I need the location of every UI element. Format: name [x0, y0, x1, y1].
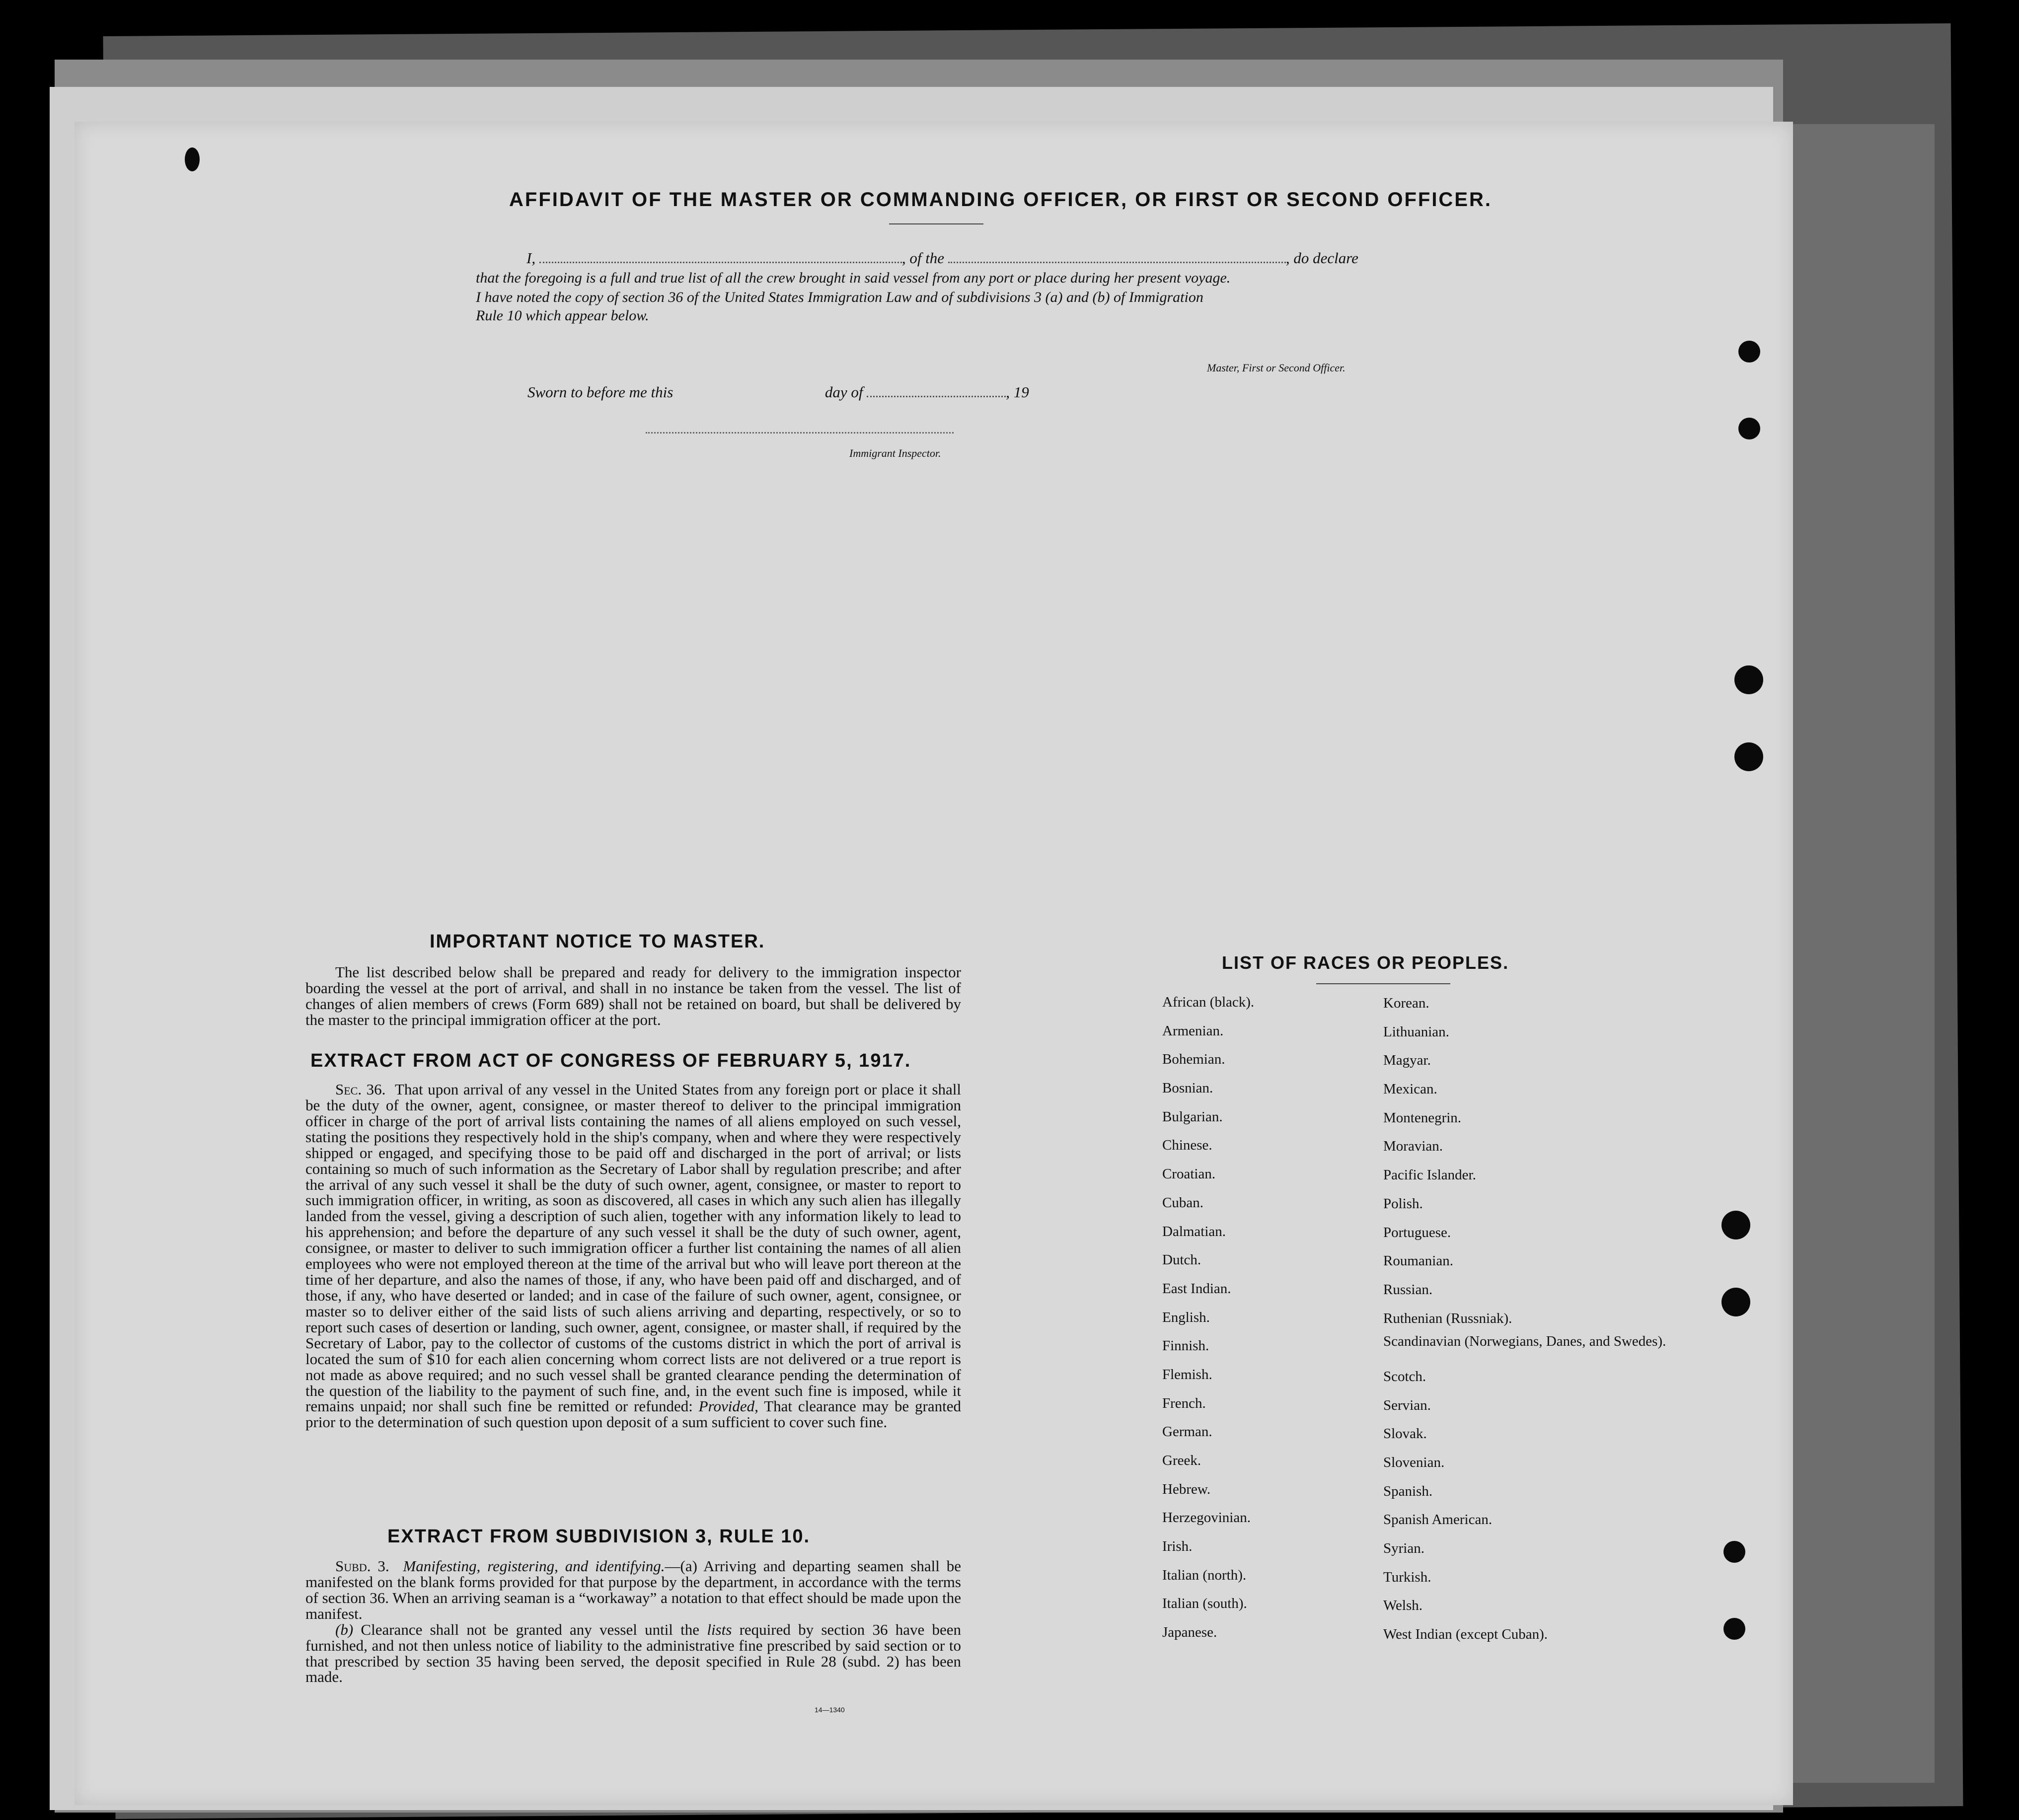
- title-underline: [889, 223, 983, 224]
- subdivision-heading: Manifesting, registering, and identifying.: [403, 1557, 665, 1575]
- left-item: Italian (south).: [1162, 1596, 1247, 1612]
- act-extract-body: [305, 1082, 961, 1430]
- races-title: LIST OF RACES OR PEOPLES.: [1222, 952, 1509, 973]
- right-item: Pacific Islander.: [1383, 1167, 1476, 1183]
- right-item: Slovak.: [1383, 1426, 1427, 1442]
- right-item: Slovenian.: [1383, 1455, 1445, 1470]
- left-item: Dalmatian.: [1162, 1223, 1226, 1239]
- right-item: Portuguese.: [1383, 1224, 1451, 1240]
- left-item: Chinese.: [1162, 1137, 1212, 1154]
- back-page-edge: [1786, 124, 1935, 1783]
- left-item: Croatian.: [1162, 1166, 1216, 1182]
- left-item: Irish.: [1162, 1538, 1193, 1555]
- rule-extract-title: EXTRACT FROM SUBDIVISION 3, RULE 10.: [387, 1526, 811, 1547]
- left-item: East Indian.: [1162, 1280, 1231, 1297]
- month-blank[interactable]: [867, 396, 1006, 397]
- right-item: Moravian.: [1383, 1138, 1443, 1155]
- section-label: Sec. 36.: [335, 1081, 386, 1098]
- left-item: French.: [1162, 1395, 1206, 1411]
- affidavit-line1: [526, 249, 1358, 267]
- vessel-name-blank[interactable]: [948, 262, 1286, 263]
- right-item: Mexican.: [1383, 1081, 1437, 1097]
- day-of-text: day of: [824, 383, 863, 401]
- notice-body: [305, 964, 961, 1028]
- provided-text: Provided,: [698, 1397, 758, 1415]
- section-36-end: That clearance may be granted prior to the determination of such question upon deposit of a sum sufficient to cover such fine.: [305, 1397, 961, 1431]
- punch-hole: [1734, 742, 1763, 771]
- left-item: Bulgarian.: [1162, 1108, 1223, 1125]
- left-item: Italian (north).: [1162, 1567, 1247, 1583]
- inspector-label: Immigrant Inspector.: [849, 447, 941, 459]
- left-item: Bohemian.: [1162, 1051, 1225, 1068]
- right-item: Polish.: [1383, 1195, 1423, 1212]
- right-item: West Indian (except Cuban).: [1383, 1626, 1548, 1643]
- right-item: Magyar.: [1383, 1052, 1431, 1069]
- affidavit-title: AFFIDAVIT OF THE MASTER OR COMMANDING OFFICER, OR FIRST OR SECOND OFFICER.: [509, 189, 1492, 211]
- paragraph-a: —(a) Arriving and departing seamen shall be manifested on the blank forms provided for that purpose by the department, in accordance with the terms of section 36. When an arriving seaman is a “workaway” a notation to that effect should be made upon the manifest.: [305, 1557, 961, 1622]
- races-right-column: [1383, 989, 1666, 1649]
- left-item: Greek.: [1162, 1453, 1201, 1468]
- left-item: Flemish.: [1162, 1366, 1212, 1383]
- lists-text: lists: [707, 1620, 732, 1638]
- sworn-line: [527, 383, 1029, 401]
- left-item: English.: [1162, 1309, 1210, 1325]
- inspector-signature-blank[interactable]: [646, 432, 954, 434]
- right-item: Scotch.: [1383, 1368, 1426, 1384]
- left-item: Armenian.: [1162, 1022, 1224, 1039]
- punch-hole: [1738, 341, 1760, 363]
- left-item: Finnish.: [1162, 1338, 1209, 1354]
- document-page: [75, 122, 1793, 1805]
- right-item: Lithuanian.: [1383, 1023, 1449, 1040]
- left-item: Japanese.: [1162, 1624, 1217, 1641]
- paragraph-b-label: (b): [335, 1620, 354, 1638]
- rule-extract-body: [305, 1558, 961, 1685]
- punch-hole: [1723, 1541, 1745, 1563]
- races-left-column: [1162, 988, 1254, 1647]
- year-text: , 19: [1006, 383, 1029, 401]
- left-item: Herzegovinian.: [1162, 1510, 1251, 1526]
- right-item: Servian.: [1383, 1397, 1431, 1413]
- affidavit-line3: I have noted the copy of section 36 of the United States Immigration Law and of subdivisions 3 (a) and (b) of Immigration: [476, 289, 1203, 305]
- affidavit-line4: Rule 10 which appear below.: [476, 307, 649, 324]
- paragraph-b-start: Clearance shall not be granted any vessel until the: [361, 1620, 700, 1638]
- right-item: Russian.: [1383, 1281, 1433, 1298]
- left-item: African (black).: [1162, 994, 1255, 1010]
- sworn-text: Sworn to before me this: [527, 383, 673, 401]
- punch-hole: [1721, 1288, 1750, 1316]
- right-item: Turkish.: [1383, 1569, 1431, 1585]
- punch-hole: [1734, 665, 1763, 694]
- left-item: Cuban.: [1162, 1194, 1203, 1211]
- punch-hole: [1723, 1618, 1745, 1640]
- punch-hole-mark: [185, 147, 200, 171]
- left-item: German.: [1162, 1424, 1212, 1440]
- act-extract-title: EXTRACT FROM ACT OF CONGRESS OF FEBRUARY 5, 1917.: [310, 1050, 911, 1071]
- signature-label: Master, First or Second Officer.: [1207, 362, 1346, 374]
- right-item: Spanish.: [1383, 1483, 1433, 1499]
- right-item: Scandinavian (Norwegians, Danes, and Swedes).: [1383, 1333, 1666, 1350]
- sworn-gap: [677, 396, 821, 397]
- affidavit-of-the: , of the: [901, 249, 945, 267]
- section-36-text: That upon arrival of any vessel in the United States from any foreign port or place it shall be the duty of the owner, agent, consignee, or master thereof to deliver to the principal immigration officer in charge of the port of arrival lists containing the names of all aliens employed on such vessel, stating the positions they respectively hold in the ship's company, when and where they were respectively shipped or engaged, and specifying those to be paid off and discharged in the port of arrival; or lists containing so much of such information as the Secretary of Labor shall by regulation prescribe; and after the arrival of any such vessel it shall be the duty of such owner, agent, consignee, or master to report to such immigration officer, in writing, as soon as discovered, all cases in which any such alien has illegally landed from the vessel, giving a description of such alien, together with any information likely to lead to his apprehension; and before the departure of any such vessel it shall be the duty of such owner, agent, consignee, or master to deliver to such immigration officer a further list containing the names of all alien employees who were not employed thereon at the time of the arrival but who will leave port thereon at the time of her departure, and also the names of those, if any, who have been paid off and discharged, and of those, if any, who have deserted or landed; and in case of the failure of such owner, agent, consignee, or master so to deliver either of the said lists of such aliens arriving and departing, respectively, or so to report such cases of desertion or landing, such owner, agent, consignee, or master shall, if required by the Secretary of Labor, pay to the collector of customs of the customs district in which the port of arrival is located the sum of $10 for each alien concerning whom correct lists are not delivered or a true report is not made as above required; and no such vessel shall be granted clearance pending the determination of the question of the liability to the payment of such fine, and, in the event such fine is imposed, while it remains unpaid; nor shall such fine be remitted or refunded:: [305, 1081, 961, 1415]
- subdivision-label: Subd. 3.: [335, 1557, 389, 1575]
- left-item: Hebrew.: [1162, 1481, 1211, 1497]
- paragraph-b-end: required by section 36 have been furnished, and not then unless notice of liability to the administrative fine prescribed by said section or to that prescribed by section 35 having been served, the deposit specified in Rule 28 (subd. 2) has been made.: [305, 1620, 962, 1686]
- right-item: Syrian.: [1383, 1540, 1424, 1557]
- left-item: Dutch.: [1162, 1252, 1201, 1268]
- affidavit-declare: , do declare: [1285, 249, 1358, 267]
- right-item: Montenegrin.: [1383, 1109, 1462, 1126]
- races-title-underline: [1316, 983, 1450, 984]
- notice-title: IMPORTANT NOTICE TO MASTER.: [430, 931, 765, 952]
- right-item: Spanish American.: [1383, 1512, 1493, 1528]
- affidavit-line2: that the foregoing is a full and true list of all the crew brought in said vessel from any port or place during her present voyage.: [476, 270, 1231, 286]
- left-item: Bosnian.: [1162, 1080, 1213, 1096]
- right-item: Korean.: [1383, 995, 1429, 1011]
- notice-paragraph: The list described below shall be prepared and ready for delivery to the immigration inspector boarding the vessel at the port of arrival, and shall in no instance be taken from the vessel. The list of changes of alien members of crews (Form 689) shall not be retained on board, but shall be delivered by the master to the principal immigration officer at the port.: [305, 963, 961, 1028]
- affidavit-i: I,: [526, 249, 536, 267]
- punch-hole: [1721, 1211, 1750, 1239]
- punch-hole: [1738, 418, 1760, 439]
- form-code: 14—1340: [815, 1706, 845, 1714]
- master-name-blank[interactable]: [539, 262, 902, 263]
- right-item: Welsh.: [1383, 1598, 1423, 1614]
- right-item: Ruthenian (Russniak).: [1383, 1310, 1512, 1326]
- right-item: Roumanian.: [1383, 1253, 1453, 1269]
